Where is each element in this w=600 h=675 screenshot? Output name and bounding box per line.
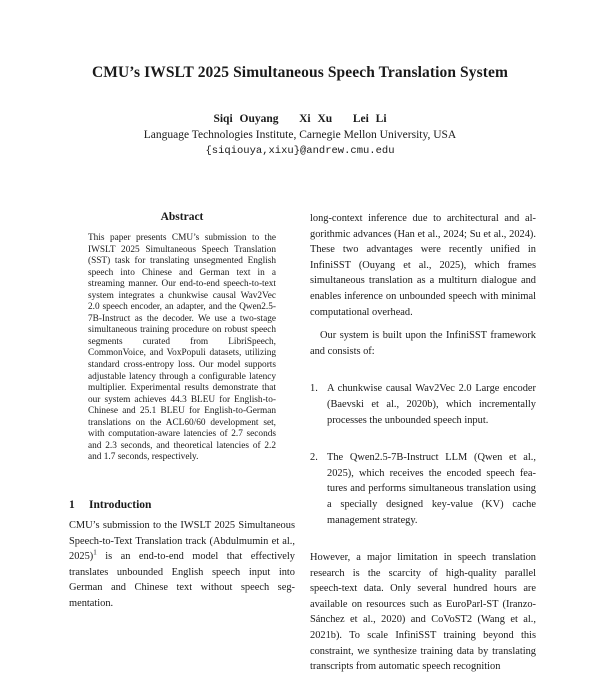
list-item — [310, 381, 536, 428]
paragraph-system-overview: Our system is built upon the InfiniSST framework and consists of: — [310, 330, 536, 357]
component-list — [310, 381, 536, 528]
footnote-marker[interactable]: 1 — [93, 548, 97, 557]
paragraph-long-context: long-context inference due to architectural and algorithmic advances (Han et al., 2024; Su et al., 2024). These two advantages were recently unified in InfiniSST (Ouyang et al., 2025), which frames simultaneous translation as a multiturn dialogue and enables inference on unbounded speech with minimal computational overhead. — [310, 213, 536, 318]
paper-title: CMU’s IWSLT 2025 Simultaneous Speech Translation System — [91, 64, 509, 81]
abstract-body: This paper presents CMU’s submission to the IWSLT 2025 Simultaneous Speech Translation (SST) task for translating unsegmented English speech into Chinese and German text in a streaming manner. Our end-to-end speech-to-text system integrates a chunkwise causal Wav2Vec 2.0 speech encoder, an adapter, and the Qwen2.5-7B-Instruct as the decoder. We use a two-stage simultaneous training procedure on robust speech segments curated from LibriSpeech, CommonVoice, and VoxPopuli datasets, utilizing standard cross-entropy loss. Our model supports adjustable latency through a configurable latency multiplier. Experimental results demonstrate that our system achieves 44.3 BLEU for English-to-Chinese and 25.1 BLEU for English-to-German translations on the ACL60/60 development set, with computation-aware latencies of 2.7 seconds and 2.3 seconds, and theoretical latencies of 2.2 and 1.7 seconds, respectively. — [88, 233, 276, 463]
author-list: Siqi Ouyang Xi Xu Lei Li — [213, 113, 387, 125]
list-item-text: A chunkwise causal Wav2Vec 2.0 Large encoder (Baevski et al., 2020b), which incrementally processes the unbounded speech input. — [327, 383, 536, 426]
intro-text-part2: is an end-to-end model that effectively translates unbounded English speech input into German and Chinese text without speech segmentation. — [69, 551, 295, 609]
intro-text-part1: CMU’s submission to the IWSLT 2025 Simultaneous Speech-to-Text Translation track (Abdulmumin et al., 2025) — [69, 520, 295, 563]
list-item-number: 2. — [310, 452, 318, 464]
affiliation: Language Technologies Institute, Carnegie Mellon University, USA — [143, 129, 457, 141]
list-item-text: The Qwen2.5-7B-Instruct LLM (Qwen et al., 2025), which receives the encoded speech features and performs simultaneous translation using a specially designed key-value (KV) cache management strategy. — [327, 452, 536, 526]
section-title: Introduction — [89, 499, 152, 511]
section-number: 1 — [69, 499, 75, 511]
list-item — [310, 450, 536, 528]
abstract-heading: Abstract — [160, 211, 204, 223]
section-heading-introduction — [69, 499, 299, 511]
right-column — [310, 211, 536, 675]
author-email: {siqiouya,xixu}@andrew.cmu.edu — [205, 145, 395, 157]
paragraph-data-scarcity: However, a major limitation in speech translation research is the scarcity of high-quality parallel speech-text data. Only several hundred hours are available on resources such as EuroParl-ST (Iranzo-Sánchez et al., 2020) and CoVoST2 (Wang et al., 2021b). To scale InfiniSST training beyond this constraint, we synthesize training data by translating transcripts from automatic speech recognition — [310, 552, 536, 673]
list-item-number: 1. — [310, 383, 318, 395]
introduction-paragraph — [69, 518, 295, 612]
